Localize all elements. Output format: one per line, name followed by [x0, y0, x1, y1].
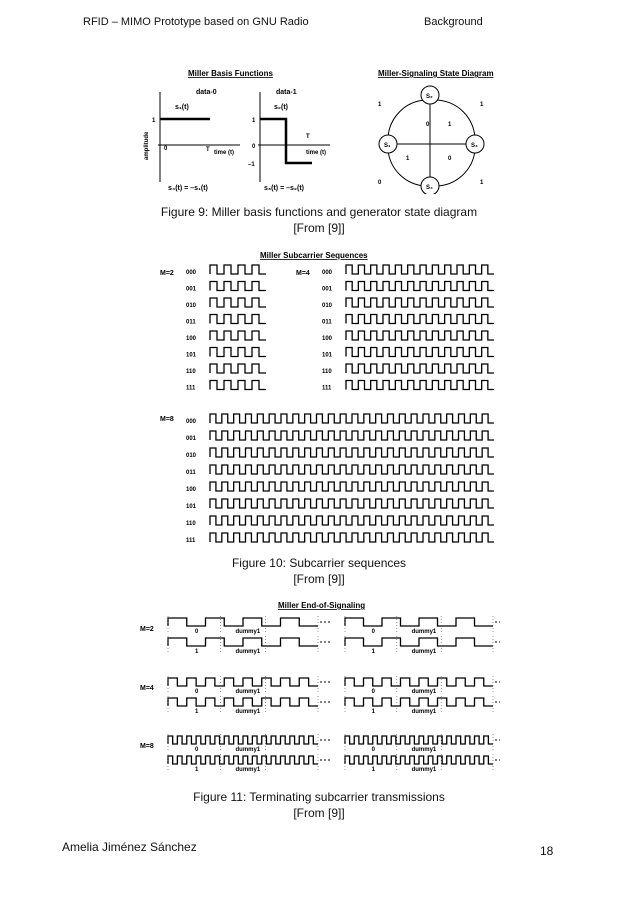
- code-label-m8: 011: [186, 470, 196, 476]
- dummy-label: dummy1: [235, 649, 261, 655]
- edge-label-1: 1: [378, 102, 382, 108]
- code-label-m4: 111: [322, 385, 332, 392]
- s1-label: s₁(t): [175, 104, 189, 111]
- code-label-m8: 110: [186, 521, 196, 527]
- edge-label-5: 0: [426, 122, 430, 128]
- code-label-m2: 000: [186, 270, 197, 276]
- end-signal-waveform: [345, 638, 493, 646]
- figure-9: [130, 62, 510, 194]
- bit-label: 0: [195, 629, 199, 635]
- waveform-m8: [210, 414, 494, 423]
- m4-label: M=4: [296, 270, 310, 277]
- code-label-m4: 001: [322, 286, 333, 293]
- dummy-label: dummy1: [411, 709, 437, 715]
- caption-line-2: [From [9]]: [293, 221, 345, 235]
- waveform-m2: [210, 381, 266, 390]
- zero-tick-2: 0: [252, 144, 256, 150]
- waveform-m2: [210, 348, 266, 357]
- zero-tick: 0: [164, 146, 168, 152]
- waveform-m4: [346, 282, 494, 291]
- m8-label: M=8: [160, 416, 174, 423]
- waveform-m2: [210, 315, 266, 324]
- bit-label: 1: [195, 767, 199, 773]
- T-tick-2: T: [306, 134, 310, 140]
- waveform-m8: [210, 448, 494, 457]
- time-label: time (t): [214, 150, 234, 156]
- edge-label-4: 1: [480, 180, 484, 186]
- bit-label: 0: [195, 689, 199, 695]
- caption-line-1: Figure 9: Miller basis functions and generator state diagram: [160, 205, 478, 219]
- footer-author: Amelia Jiménez Sánchez: [62, 840, 197, 854]
- code-label-m4: 101: [322, 352, 333, 359]
- waveform-m8: [210, 482, 494, 491]
- dummy-label: dummy1: [411, 747, 437, 753]
- basis-plot-s2: [258, 92, 330, 182]
- code-label-m4: 011: [322, 319, 332, 326]
- state-s4: S₄: [426, 185, 433, 191]
- code-label-m8: 100: [186, 487, 197, 493]
- footer-page-number: 18: [540, 844, 554, 858]
- dummy-label: dummy1: [235, 767, 261, 773]
- code-label-m2: 001: [186, 286, 197, 293]
- waveform-m8: [210, 431, 494, 440]
- dummy-label: dummy1: [411, 649, 437, 655]
- dummy-label: dummy1: [235, 709, 261, 715]
- code-label-m4: 010: [322, 303, 333, 309]
- header-title: RFID – MIMO Prototype based on GNU Radio: [83, 16, 309, 28]
- s2-label: s₂(t): [274, 104, 288, 111]
- end-signal-waveform: [345, 736, 493, 744]
- code-label-m2: 100: [186, 336, 197, 342]
- code-label-m2: 101: [186, 352, 197, 359]
- edge-label-2: 1: [480, 102, 484, 108]
- code-label-m4: 000: [322, 270, 333, 276]
- end-signal-waveform: [168, 698, 318, 706]
- end-signaling-title: Miller End-of-Signaling: [278, 601, 366, 610]
- code-label-m8: 010: [186, 453, 197, 459]
- caption-line-1: Figure 10: Subcarrier sequences: [231, 556, 407, 570]
- basis-title: Miller Basis Functions: [188, 69, 273, 78]
- subcarrier-title: Miller Subcarrier Sequences: [260, 251, 368, 260]
- code-label-m2: 010: [186, 303, 197, 309]
- waveform-m2: [210, 265, 266, 274]
- waveform-m4: [346, 331, 494, 340]
- dummy-label: dummy1: [411, 767, 437, 773]
- waveform-m2: [210, 331, 266, 340]
- s4-eq: s₄(t) = –s₁(t): [168, 185, 208, 192]
- figure-11: [140, 598, 500, 784]
- T-tick: T: [206, 147, 210, 153]
- waveform-m4: [346, 364, 494, 373]
- m2-label: M=2: [160, 270, 174, 277]
- edge-label-7: 1: [406, 156, 410, 162]
- waveform-m2: [210, 282, 266, 291]
- code-label-m2: 011: [186, 319, 196, 326]
- end-signal-waveform: [345, 678, 493, 686]
- code-label-m8: 000: [186, 419, 197, 425]
- caption-line-2: [From [9]]: [293, 806, 345, 820]
- waveform-m4: [346, 265, 494, 274]
- waveform-m8: [210, 499, 494, 508]
- end-signal-waveform: [168, 618, 318, 626]
- bit-label: 1: [371, 709, 375, 715]
- bit-label: 0: [371, 689, 375, 695]
- figure-9-caption: [0, 204, 638, 236]
- s3-eq: s₃(t) = –s₂(t): [264, 185, 304, 192]
- code-label-m4: 100: [322, 336, 333, 342]
- waveform-m2: [210, 298, 266, 307]
- end-signal-waveform: [168, 678, 318, 686]
- one-tick: 1: [152, 118, 156, 124]
- state-s3: S₃: [471, 143, 478, 149]
- dummy-label: dummy1: [411, 629, 437, 635]
- bit-label: 0: [371, 747, 375, 753]
- dummy-label: dummy1: [411, 689, 437, 695]
- edge-label-3: 0: [378, 180, 382, 186]
- dummy-label: dummy1: [235, 747, 261, 753]
- edge-label-6: 1: [448, 122, 452, 128]
- waveform-m4: [346, 298, 494, 307]
- end-signal-waveform: [345, 618, 493, 626]
- edge-label-8: 0: [448, 156, 452, 162]
- end-signal-waveform: [168, 756, 318, 764]
- m2-label: M=2: [140, 626, 154, 633]
- dummy-label: dummy1: [235, 629, 261, 635]
- end-signal-waveform: [345, 698, 493, 706]
- waveform-m8: [210, 516, 494, 525]
- data0-label: data-0: [196, 89, 217, 96]
- header-section: Background: [424, 16, 483, 28]
- waveform-m4: [346, 381, 494, 390]
- amplitude-label: amplitude: [144, 131, 150, 160]
- caption-line-1: Figure 11: Terminating subcarrier transmissions: [193, 790, 445, 804]
- code-label-m8: 001: [186, 436, 197, 442]
- state-diagram: [379, 86, 484, 194]
- code-label-m2: 110: [186, 369, 196, 375]
- state-s2: S₂: [426, 94, 433, 100]
- bit-label: 0: [195, 747, 199, 753]
- end-signal-waveform: [345, 756, 493, 764]
- code-label-m8: 101: [186, 504, 197, 510]
- figure-10: [150, 247, 500, 551]
- waveform-m2: [210, 364, 266, 373]
- time-label-2: time (t): [306, 150, 326, 156]
- end-signal-waveform: [168, 638, 318, 646]
- bit-label: 1: [371, 767, 375, 773]
- caption-line-2: [From [9]]: [293, 572, 345, 586]
- m8-label: M=8: [140, 743, 154, 750]
- figure-10-caption: [0, 555, 638, 587]
- dummy-label: dummy1: [235, 689, 261, 695]
- m4-label: M=4: [140, 685, 154, 692]
- waveform-m4: [346, 315, 494, 324]
- code-label-m2: 111: [186, 385, 196, 392]
- waveform-m8: [210, 465, 494, 474]
- state-title: Miller-Signaling State Diagram: [378, 69, 494, 78]
- data1-label: data-1: [276, 89, 297, 96]
- figure-11-caption: [0, 789, 638, 821]
- bit-label: 0: [371, 629, 375, 635]
- code-label-m8: 111: [186, 538, 196, 544]
- state-s1: S₁: [384, 143, 391, 149]
- one-tick-2: 1: [252, 118, 256, 124]
- bit-label: 1: [195, 649, 199, 655]
- neg-one-tick: –1: [248, 162, 255, 168]
- bit-label: 1: [195, 709, 199, 715]
- end-signal-waveform: [168, 736, 318, 744]
- code-label-m4: 110: [322, 369, 332, 375]
- basis-plot-s1: [158, 92, 240, 182]
- bit-label: 1: [371, 649, 375, 655]
- waveform-m4: [346, 348, 494, 357]
- waveform-m8: [210, 533, 494, 542]
